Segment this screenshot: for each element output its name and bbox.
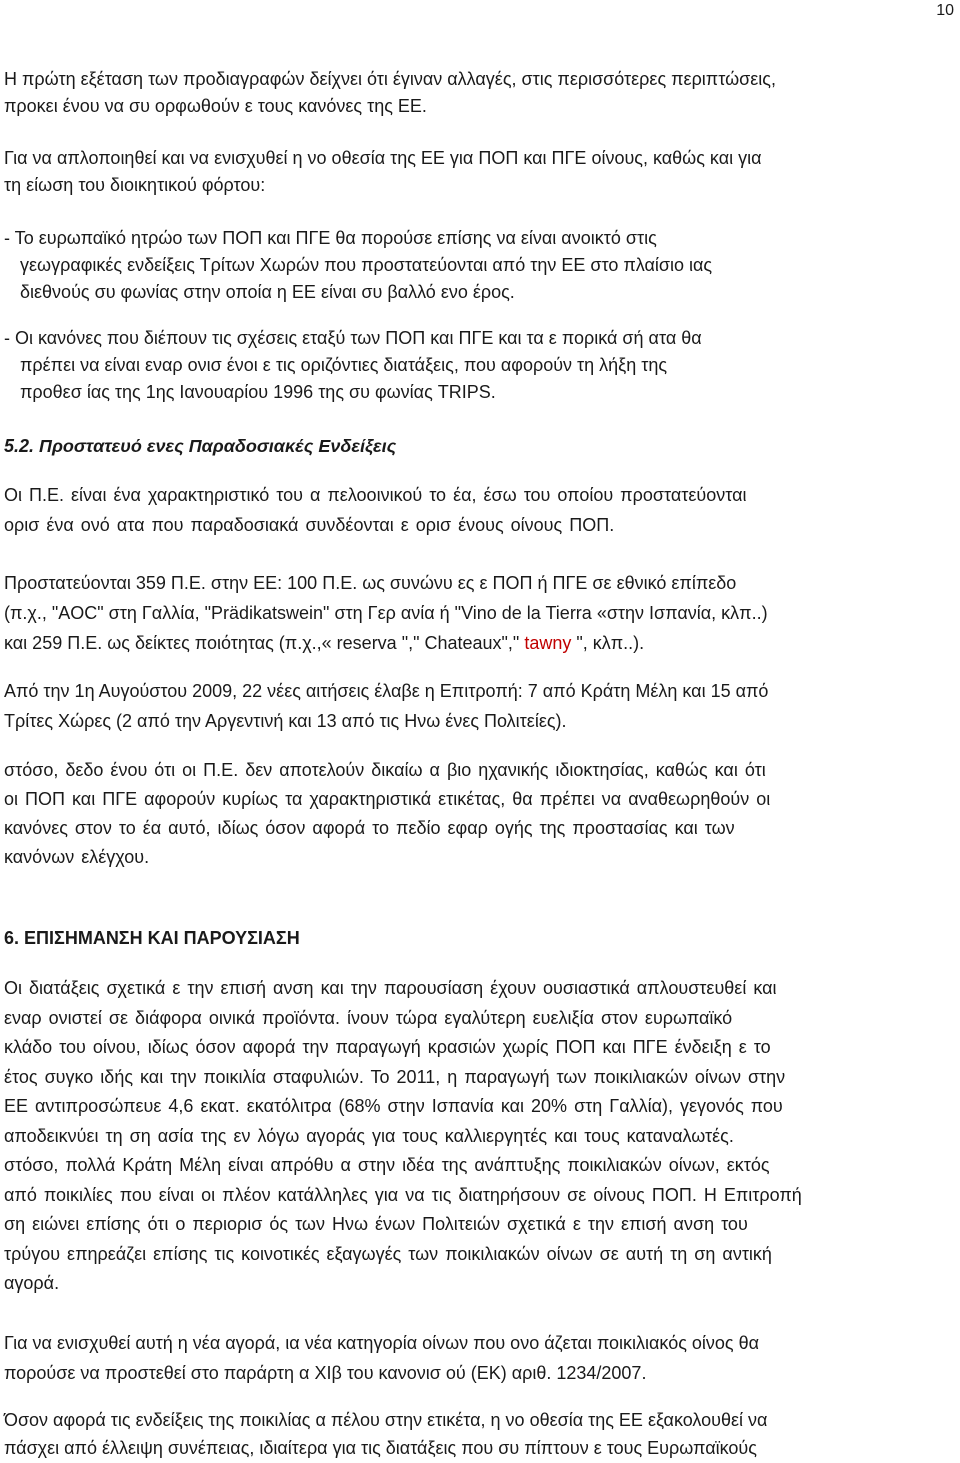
text-line: διεθνούς συ φωνίας στην οποία η ΕΕ είναι συ βαλλό ενο έρος.: [20, 282, 515, 302]
text-line: οι ΠΟΠ και ΠΓΕ αφορούν κυρίως τα χαρακτηριστικά ετικέτας, θα πρέπει να αναθεωρηθούν οι: [4, 789, 771, 809]
section-heading-6: 6. ΕΠΙΣΗΜΑΝΣΗ ΚΑΙ ΠΑΡΟΥΣΙΑΣΗ: [4, 928, 300, 948]
section-heading-5-2: 5.2. Προστατευό ενες Παραδοσιακές Ενδείξεις: [4, 436, 397, 456]
text-segment: ", κλπ..).: [571, 633, 645, 653]
text-line: Από την 1η Αυγούστου 2009, 22 νέες αιτήσεις έλαβε η Επιτροπή: 7 από Κράτη Μέλη και 15 από: [4, 681, 769, 701]
text-line: προκει ένου να συ ορφωθούν ε τους κανόνες της ΕΕ.: [4, 96, 427, 116]
tawny-term: tawny: [524, 633, 572, 653]
bullet-register: [4, 225, 712, 306]
paragraph-protected-terms: [4, 568, 768, 658]
text-line: αποδεικνύει τη ση ασία της εν λόγω αγοράς για τους καλλιεργητές και τους καταναλωτές.: [4, 1125, 734, 1146]
paragraph-intro: [4, 66, 776, 120]
paragraph-varietal-category: [4, 1328, 759, 1388]
text-line: Τρίτες Χώρες (2 από την Αργεντινή και 13 από τις Ηνω ένες Πολιτείες).: [4, 711, 567, 731]
text-line: από ποικιλίες που είναι οι πλέον κατάλληλες για να τις διατηρήσουν σε οίνους ΠΟΠ. Η Επιτροπή: [4, 1184, 802, 1205]
paragraph-variety-indications: [4, 1406, 767, 1462]
text-line: Η πρώτη εξέταση των προδιαγραφών δείχνει ότι έγιναν αλλαγές, στις περισσότερες περιπτώσεις,: [4, 69, 776, 89]
text-line: [4, 628, 768, 658]
text-line: Οι Π.Ε. είναι ένα χαρακτηριστικό του α πελοοινικού το έα, έσω του οποίου προστατεύονται: [4, 485, 747, 505]
paragraph-traditional-terms: [4, 480, 746, 540]
paragraph-simplification: [4, 145, 762, 199]
paragraph-labelling: [4, 974, 802, 1299]
text-line: εναρ ονιστεί σε διάφορα οινικά προϊόντα. ίνουν τώρα εγαλύτερη ευελιξία στον ευρωπαϊκό: [4, 1007, 733, 1028]
text-line: Προστατεύονται 359 Π.Ε. στην ΕΕ: 100 Π.Ε. ως συνώνυ ες ε ΠΟΠ ή ΠΓΕ σε εθνικό επίπεδο: [4, 573, 737, 593]
text-line: πρέπει να είναι εναρ ονισ ένοι ε τις οριζόντιες διατάξεις, που αφορούν τη λήξη της: [20, 355, 668, 375]
text-line: κανόνων ελέγχου.: [4, 847, 150, 867]
page-number: 10: [936, 2, 954, 19]
text-line: τρύγου επηρεάζει επίσης τις κοινοτικές εξαγωγές των ποικιλιακών οίνων σε αυτή τη ση αντική: [4, 1243, 772, 1264]
text-line: κανόνες στον το έα αυτό, ιδίως όσον αφορά το πεδίο εφαρ ογής της προστασίας και των: [4, 818, 735, 838]
bullet-rules: [4, 325, 702, 406]
text-line: (π.χ., "AOC" στη Γαλλία, "Prädikatswein" στη Γερ ανία ή "Vino de la Tierra «στην Ισπανία, κλπ..): [4, 603, 768, 623]
text-line: στόσο, πολλά Κράτη Μέλη είναι απρόθυ α στην ιδέα της ανάπτυξης ποικιλιακών οίνων, εκτός: [4, 1155, 770, 1175]
text-line: πάσχει από έλλειψη συνέπειας, ιδιαίτερα για τις διατάξεις που συ πίπτουν ε τους Ευρωπαϊκούς: [4, 1438, 757, 1458]
text-line: ΕΕ αντιπροσώπευε 4,6 εκατ. εκατόλιτρα (68% στην Ισπανία και 20% στη Γαλλία), γεγονός που: [4, 1096, 783, 1116]
text-line: Οι διατάξεις σχετικά ε την επισή ανση και την παρουσίαση έχουν ουσιαστικά απλουστευθεί και: [4, 978, 777, 998]
text-segment: και 259 Π.Ε. ως δείκτες ποιότητας (π.χ.,« reserva "," Chateaux",": [4, 633, 525, 653]
text-line: ση ειώνει επίσης ότι ο περιορισ ός των Ηνω ένων Πολιτειών σχετικά ε την επισή ανση του: [4, 1214, 748, 1234]
paragraph-applications: [4, 676, 768, 736]
text-line: τη είωση του διοικητικού φόρτου:: [4, 175, 266, 195]
text-line: αγορά.: [4, 1273, 60, 1293]
text-line: προθεσ ίας της 1ης Ιανουαρίου 1996 της συ φωνίας TRIPS.: [20, 382, 496, 402]
text-line: πορούσε να προστεθεί στο παράρτη α XIβ του κανονισ ού (ΕΚ) αριθ. 1234/2007.: [4, 1363, 647, 1383]
text-line: Για να ενισχυθεί αυτή η νέα αγορά, ια νέα κατηγορία οίνων που ονο άζεται ποικιλιακός οίνος θα: [4, 1333, 759, 1353]
text-line: Όσον αφορά τις ενδείξεις της ποικιλίας α πέλου στην ετικέτα, η νο οθεσία της ΕΕ εξακολουθεί να: [4, 1410, 768, 1430]
text-line: έτος συγκο ιδής και την ποικιλία σταφυλιών. Το 2011, η παραγωγή των ποικιλιακών οίνων στην: [4, 1066, 786, 1087]
text-line: Για να απλοποιηθεί και να ενισχυθεί η νο οθεσία της ΕΕ για ΠΟΠ και ΠΓΕ οίνους, καθώς και για: [4, 148, 762, 168]
text-line: - Το ευρωπαϊκό ητρώο των ΠΟΠ και ΠΓΕ θα πορούσε επίσης να είναι ανοικτό στις: [4, 228, 657, 248]
text-line: γεωγραφικές ενδείξεις Τρίτων Χωρών που προστατεύονται από την ΕΕ στο πλαίσιο ιας: [20, 255, 713, 275]
text-line: κλάδο του οίνου, ιδίως όσον αφορά την παραγωγή κρασιών χωρίς ΠΟΠ και ΠΓΕ ένδειξη ε το: [4, 1037, 771, 1057]
paragraph-however: [4, 756, 770, 872]
text-line: ορισ ένα ονό ατα που παραδοσιακά συνδέονται ε ορισ ένους οίνους ΠΟΠ.: [4, 515, 615, 535]
text-line: - Οι κανόνες που διέπουν τις σχέσεις εταξύ των ΠΟΠ και ΠΓΕ και τα ε πορικά σή ατα θα: [4, 328, 702, 348]
text-line: στόσο, δεδο ένου ότι οι Π.Ε. δεν αποτελούν δικαίω α βιο ηχανικής ιδιοκτησίας, καθώς και ότι: [4, 760, 766, 780]
